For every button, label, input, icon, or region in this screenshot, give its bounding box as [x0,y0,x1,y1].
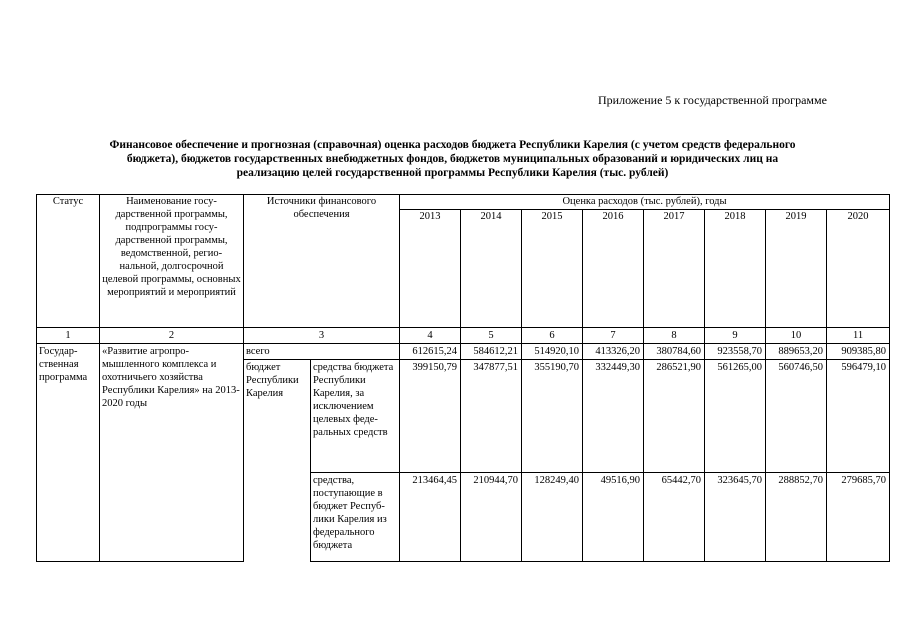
column-number: 7 [583,328,644,344]
title-line-2: бюджета), бюджетов государственных внебюджетных фондов, бюджетов муниципальных образований и юридических лиц на [126,153,779,165]
header-sources: Источники финансового обеспечения [244,195,400,328]
federal-value: 210944,70 [461,473,522,562]
regional-value: 355190,70 [522,360,583,473]
total-value: 612615,24 [400,344,461,360]
total-value: 584612,21 [461,344,522,360]
column-number: 9 [705,328,766,344]
title-line-1: Финансовое обеспечение и прогнозная (справочная) оценка расходов бюджета Республики Карелия (с учетом средств федерального [109,139,796,151]
total-value: 413326,20 [583,344,644,360]
total-value: 514920,10 [522,344,583,360]
regional-value: 286521,90 [644,360,705,473]
program-name-cell: «Развитие агропро-мышленного комплекса и охотничьего хозяйства Республики Карелия» на 2013-2020 годы [100,344,244,562]
budget-label: бюджет Республики Карелия [244,360,311,562]
header-year: 2020 [827,210,890,328]
header-year: 2015 [522,210,583,328]
column-number: 3 [244,328,400,344]
header-row-1 [37,195,890,210]
federal-value: 288852,70 [766,473,827,562]
regional-label: средства бюджета Республики Карелия, за исключением целевых феде-ральных средств [311,360,400,473]
header-year: 2016 [583,210,644,328]
column-number: 11 [827,328,890,344]
total-value: 923558,70 [705,344,766,360]
header-estimate: Оценка расходов (тыс. рублей), годы [400,195,890,210]
header-name: Наименование госу-дарственной программы, подпрограммы госу-дарственной программы, ведомственной, регио-нальной, долгосрочной целевой программы, основных мероприятий и мероприятий [100,195,244,328]
federal-value: 279685,70 [827,473,890,562]
federal-value: 65442,70 [644,473,705,562]
total-value: 380784,60 [644,344,705,360]
document-title [55,138,850,180]
federal-label: средства, поступающие в бюджет Респуб-лики Карелия из федерального бюджета [311,473,400,562]
federal-value: 323645,70 [705,473,766,562]
header-year: 2019 [766,210,827,328]
column-number: 4 [400,328,461,344]
title-line-3: реализацию целей государственной программы Республики Карелия (тыс. рублей) [236,167,669,179]
budget-table [36,194,890,562]
header-year: 2013 [400,210,461,328]
status-cell: Государ-ственная программа [37,344,100,562]
header-year: 2014 [461,210,522,328]
total-value: 909385,80 [827,344,890,360]
header-status: Статус [37,195,100,328]
column-number: 8 [644,328,705,344]
regional-value: 399150,79 [400,360,461,473]
regional-value: 561265,00 [705,360,766,473]
regional-value: 560746,50 [766,360,827,473]
column-number: 6 [522,328,583,344]
federal-value: 128249,40 [522,473,583,562]
column-number: 2 [100,328,244,344]
regional-value: 596479,10 [827,360,890,473]
federal-value: 49516,90 [583,473,644,562]
column-number-row [37,328,890,344]
appendix-caption: Приложение 5 к государственной программе [598,93,827,107]
federal-value: 213464,45 [400,473,461,562]
total-label: всего [244,344,400,360]
total-value: 889653,20 [766,344,827,360]
column-number: 5 [461,328,522,344]
column-number: 1 [37,328,100,344]
header-year: 2018 [705,210,766,328]
header-year: 2017 [644,210,705,328]
table-row-total [37,344,890,360]
regional-value: 332449,30 [583,360,644,473]
regional-value: 347877,51 [461,360,522,473]
column-number: 10 [766,328,827,344]
